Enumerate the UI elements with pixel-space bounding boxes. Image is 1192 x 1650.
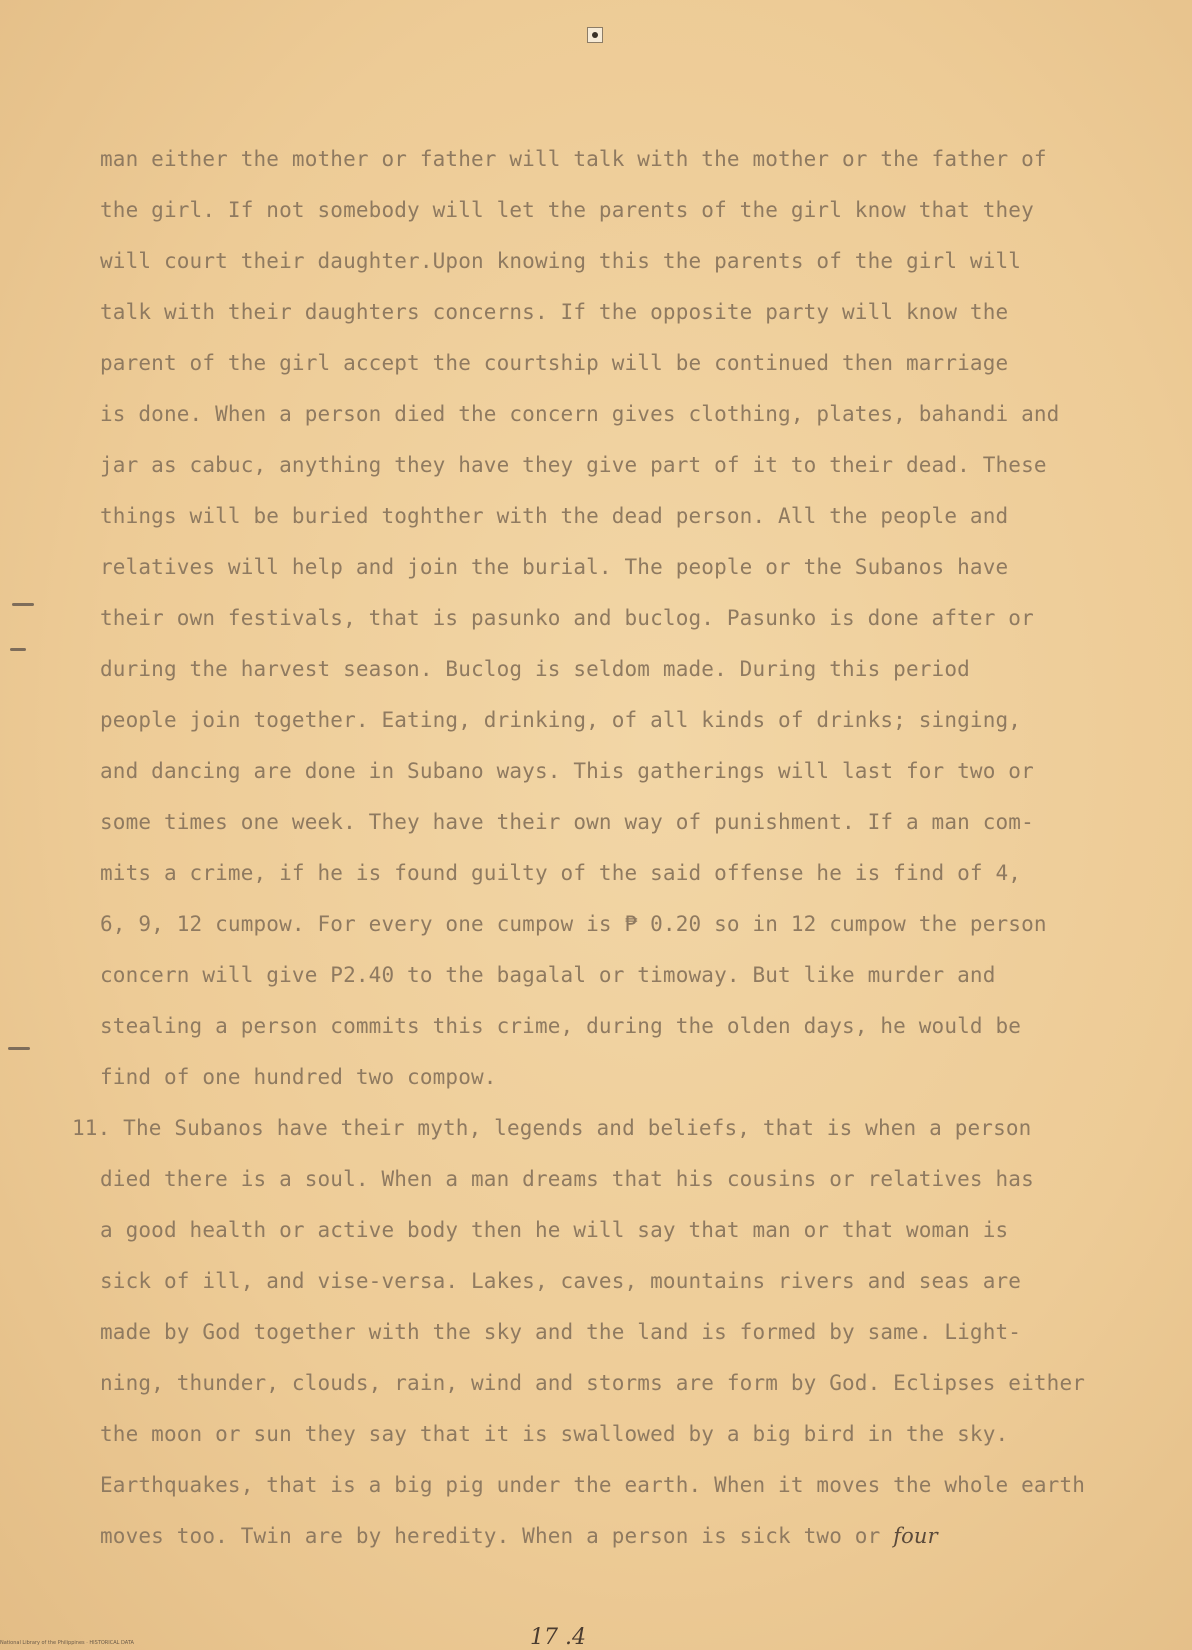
punch-hole-icon (587, 27, 603, 43)
text-line: talk with their daughters concerns. If the opposite party will know the (100, 300, 1009, 324)
text-line: died there is a soul. When a man dreams that his cousins or relatives has (100, 1167, 1034, 1191)
text-line: 6, 9, 12 cumpow. For every one cumpow is ₱ 0.20 so in 12 cumpow the person (100, 912, 1047, 936)
text-line: a good health or active body then he will say that man or that woman is (100, 1218, 1009, 1242)
text-line: ning, thunder, clouds, rain, wind and storms are form by God. Eclipses either (100, 1371, 1086, 1395)
text-line: mits a crime, if he is found guilty of the said offense he is find of 4, (100, 861, 1022, 885)
margin-mark (8, 1047, 30, 1050)
text-line: find of one hundred two compow. (100, 1065, 497, 1089)
text-line: relatives will help and join the burial. The people or the Subanos have (100, 555, 1009, 579)
text-line: the moon or sun they say that it is swallowed by a big bird in the sky. (100, 1422, 1009, 1446)
text-line: sick of ill, and vise-versa. Lakes, caves, mountains rivers and seas are (100, 1269, 1022, 1293)
text-line: and dancing are done in Subano ways. This gatherings will last for two or (100, 759, 1034, 783)
page-number: 17 .4 (530, 1625, 586, 1650)
text-line: people join together. Eating, drinking, of all kinds of drinks; singing, (100, 708, 1022, 732)
text-line: some times one week. They have their own way of punishment. If a man com- (100, 810, 1034, 834)
handwritten-word: four (893, 1524, 938, 1548)
text-line: made by God together with the sky and the land is formed by same. Light- (100, 1320, 1022, 1344)
text-line: parent of the girl accept the courtship will be continued then marriage (100, 351, 1009, 375)
text-line: during the harvest season. Buclog is seldom made. During this period (100, 657, 970, 681)
footer-credit: National Library of the Philippines · HISTORICAL DATA (0, 1640, 134, 1646)
text-line: the girl. If not somebody will let the parents of the girl know that they (100, 198, 1034, 222)
text-line: Earthquakes, that is a big pig under the earth. When it moves the whole earth (100, 1473, 1086, 1497)
text-line-content: moves too. Twin are by heredity. When a person is sick two or (100, 1524, 881, 1548)
typed-text-body (72, 134, 1100, 1562)
text-line-item-11: 11. The Subanos have their myth, legends and beliefs, that is when a person (72, 1116, 1032, 1140)
text-line: man either the mother or father will talk with the mother or the father of (100, 147, 1047, 171)
text-line: things will be buried toghther with the dead person. All the people and (100, 504, 1009, 528)
text-line: their own festivals, that is pasunko and buclog. Pasunko is done after or (100, 606, 1034, 630)
text-line: will court their daughter.Upon knowing this the parents of the girl will (100, 249, 1022, 273)
text-line: jar as cabuc, anything they have they give part of it to their dead. These (100, 453, 1047, 477)
text-line-last (100, 1511, 1100, 1562)
text-line: concern will give P2.40 to the bagalal or timoway. But like murder and (100, 963, 996, 987)
text-line: stealing a person commits this crime, during the olden days, he would be (100, 1014, 1022, 1038)
margin-mark (10, 648, 26, 651)
margin-mark (12, 603, 34, 606)
text-line: is done. When a person died the concern gives clothing, plates, bahandi and (100, 402, 1060, 426)
